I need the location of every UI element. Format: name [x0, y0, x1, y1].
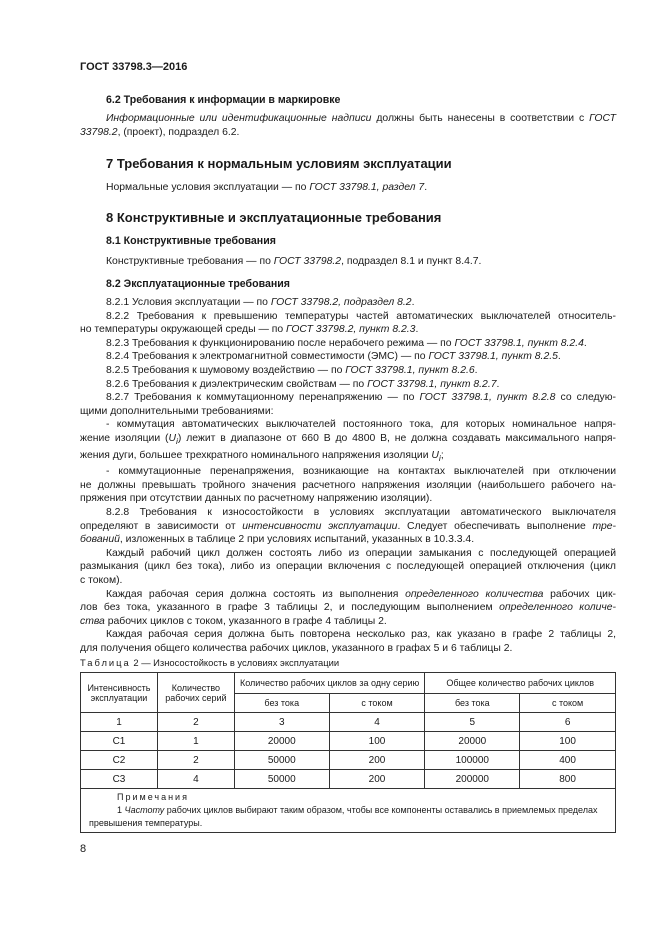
group-header-total: Общее количество рабочих циклов — [425, 673, 616, 694]
table-notes-row — [81, 789, 616, 833]
table-cell: 200000 — [425, 770, 520, 789]
section-8-2-title: 8.2 Эксплуатационные требования — [106, 278, 290, 290]
sub-header-no-current-1: без тока — [234, 694, 329, 713]
para-series-line1: Каждая рабочая серия должна состоять из выполнения определенного количества рабочих цик- — [106, 588, 616, 600]
item-8-2-7-line1: 8.2.7 Требования к коммутационному перенапряжению — по ГОСТ 33798.1, пункт 8.2.8 со следую- — [106, 392, 616, 404]
section-7-title: 7 Требования к нормальным условиям эксплуатации — [106, 156, 452, 171]
table-row — [81, 732, 616, 751]
table-cell: С2 — [81, 751, 158, 770]
table-cell: 50000 — [234, 770, 329, 789]
item-8-2-8-line3: бований, изложенных в таблице 2 при условиях испытаний, указанных в 10.3.3.4. — [80, 534, 475, 546]
bullet-1-line2: жение изоляции $(U_i)$ лежит в диапазоне от 660 В до 4800 В, не должна создавать максимального напря- — [80, 432, 616, 447]
para-repeat-line1: Каждая рабочая серия должна быть повторена несколько раз, как указано в графе 2 таблицы 2, — [106, 629, 616, 641]
col-header-series-count: Количество рабочих серий — [157, 673, 234, 713]
col-header-intensity: Интенсивность эксплуатации — [81, 673, 158, 713]
section-6-2-title: 6.2 Требования к информации в маркировке — [106, 94, 341, 106]
item-8-2-4: 8.2.4 Требования к электромагнитной совместимости (ЭМС) — по ГОСТ 33798.1, пункт 8.2.5. — [106, 351, 561, 363]
section-8-1-text: Конструктивные требования — по ГОСТ 33798.2, подраздел 8.1 и пункт 8.4.7. — [106, 256, 482, 267]
section-8-1-title: 8.1 Конструктивные требования — [106, 235, 276, 247]
item-8-2-2-line1: 8.2.2 Требования к превышению температуры частей автоматических выключателей относитель- — [106, 310, 616, 322]
table-cell: 1 — [157, 732, 234, 751]
bullet-2-line3: пряжения при отсутствии данных по расчетному напряжению изоляции). — [80, 493, 433, 505]
item-8-2-8-line2: определяют в зависимости от интенсивности эксплуатации. Следует обеспечивать выполнение тре- — [80, 520, 617, 532]
sub-header-current-2: с током — [520, 694, 616, 713]
group-header-per-series: Количество рабочих циклов за одну серию — [234, 673, 425, 694]
table-row — [81, 751, 616, 770]
col-number: 1 — [81, 713, 158, 732]
table-cell: 20000 — [234, 732, 329, 751]
para-cycle-line3: с током). — [80, 575, 123, 587]
table-cell: 800 — [520, 770, 616, 789]
sub-header-current-1: с током — [329, 694, 425, 713]
para-series-line3: ства рабочих циклов с током, указанного в графе 4 таблицы 2. — [80, 615, 387, 627]
note-1: 1 Частоту рабочих циклов выбирают таким образом, чтобы все компоненты оставались в приемлемых пределах превышения температуры. — [89, 805, 598, 828]
col-number: 6 — [520, 713, 616, 732]
item-8-2-6: 8.2.6 Требования к диэлектрическим свойствам — по ГОСТ 33798.1, пункт 8.2.7. — [106, 378, 500, 390]
page-number: 8 — [80, 843, 87, 855]
item-8-2-3: 8.2.3 Требования к функционированию после нерабочего режима — по ГОСТ 33798.1, пункт 8.2.4. — [106, 337, 587, 349]
section-6-2-text: Информационные или идентификационные надписи должны быть нанесены в соответствии с ГОСТ 33798.2, (проект), подраздел 6.2. — [80, 113, 616, 138]
col-number: 4 — [329, 713, 425, 732]
table-cell: С1 — [81, 732, 158, 751]
table-caption: Таблица 2 — Износостойкость в условиях эксплуатации — [80, 657, 340, 668]
table-row — [81, 770, 616, 789]
col-number: 3 — [234, 713, 329, 732]
table-cell: 100000 — [425, 751, 520, 770]
column-numbers-row — [81, 713, 616, 732]
table-cell: 400 — [520, 751, 616, 770]
item-8-2-2-line2: но температуры окружающей среды — по ГОСТ 33798.2, пункт 8.2.3. — [80, 324, 419, 336]
document-header: ГОСТ 33798.3—2016 — [80, 61, 188, 73]
table-cell: 50000 — [234, 751, 329, 770]
section-7-text: Нормальные условия эксплуатации — по ГОСТ 33798.1, раздел 7. — [106, 182, 428, 193]
table-cell: С3 — [81, 770, 158, 789]
sub-header-no-current-2: без тока — [425, 694, 520, 713]
table-cell: 2 — [157, 751, 234, 770]
items-8-2-block — [80, 296, 616, 656]
notes-title: Примечания — [117, 792, 189, 802]
para-cycle-line1: Каждый рабочий цикл должен состоять либо из операции замыкания с последующей операцией — [106, 547, 616, 559]
table-cell: 200 — [329, 751, 425, 770]
section-8-title: 8 Конструктивные и эксплуатационные требования — [106, 210, 442, 225]
durability-table — [80, 672, 616, 833]
table-cell: 20000 — [425, 732, 520, 751]
item-8-2-5: 8.2.5 Требования к шумовому воздействию — по ГОСТ 33798.1, пункт 8.2.6. — [106, 364, 478, 376]
bullet-2-line1: - коммутационные перенапряжения, возникающие на контактах выключателей при отключении — [106, 466, 616, 478]
col-number: 5 — [425, 713, 520, 732]
table-notes — [81, 789, 616, 833]
para-repeat-line2: для получения общего количества рабочих циклов, указанного в графах 5 и 6 таблицы 2. — [80, 643, 513, 654]
para-series-line2: лов без тока, указанного в графе 3 таблицы 2, и последующим выполнением определенного количе- — [80, 602, 616, 614]
item-8-2-8-line1: 8.2.8 Требования к износостойкости в условиях эксплуатации автоматического выключателя — [106, 507, 616, 519]
table-cell: 100 — [520, 732, 616, 751]
table-cell: 4 — [157, 770, 234, 789]
table-cell: 200 — [329, 770, 425, 789]
item-8-2-1: 8.2.1 Условия эксплуатации — по ГОСТ 33798.2, подраздел 8.2. — [106, 297, 415, 308]
para-cycle-line2: размыкания (цикл без тока), либо из операции включения с последующей операцией отключения (цикл — [80, 561, 616, 573]
table-cell: 100 — [329, 732, 425, 751]
item-8-2-7-line2: щими дополнительными требованиями: — [80, 405, 274, 417]
bullet-1-line1: - коммутация автоматических выключателей постоянного тока, для которых номинальное напря- — [106, 419, 616, 431]
bullet-1-line3: жения дуги, большее трехкратного номинального напряжения изоляции $U_i$; — [80, 449, 444, 463]
bullet-2-line2: не должны превышать тройного значения расчетного напряжения изоляции (наибольшего рабочего на- — [80, 479, 616, 491]
col-number: 2 — [157, 713, 234, 732]
